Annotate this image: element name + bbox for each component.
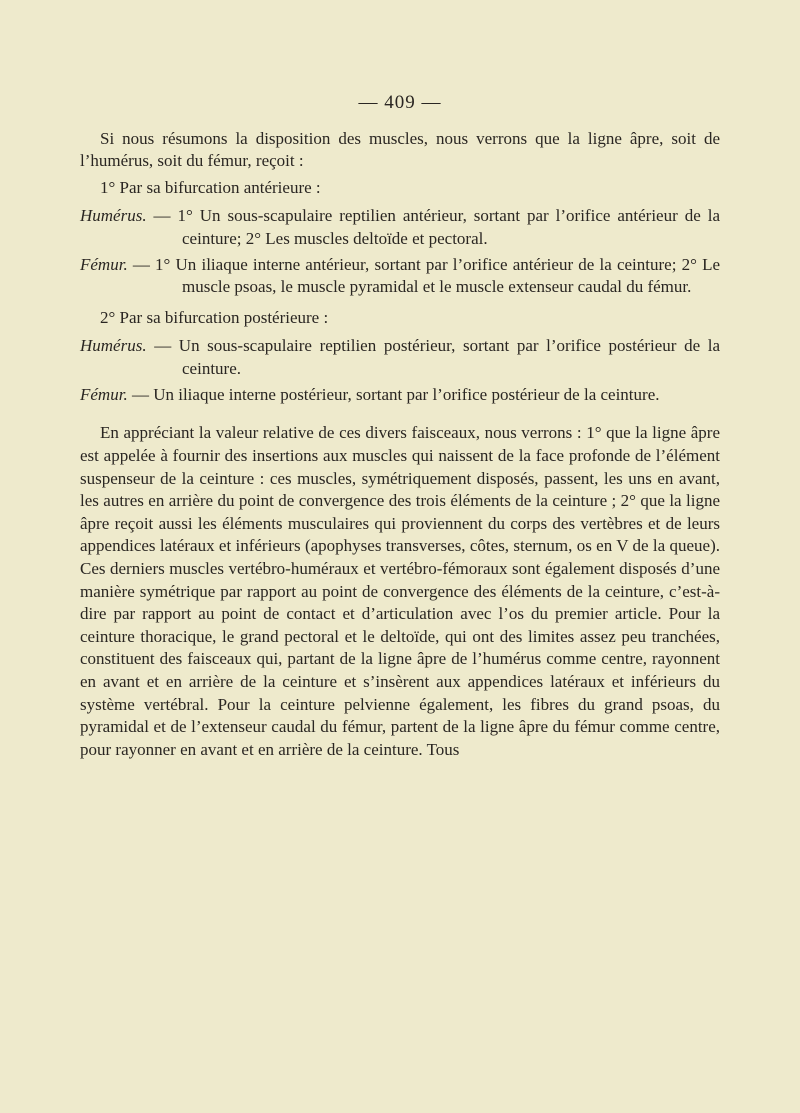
intro-paragraph: Si nous résumons la disposition des muscles, nous verrons que la ligne âpre, soit de l’humérus, soit du fémur, reçoit :: [80, 129, 720, 171]
posterior-humerus-text: — Un sous-scapulaire reptilien postérieur, sortant par l’orifice postérieur de la ceinture.: [146, 336, 720, 378]
posterior-femur-text: — Un iliaque interne postérieur, sortant par l’orifice postérieur de la ceinture.: [127, 385, 660, 405]
anterior-femur-entry: [80, 254, 720, 299]
anterior-humerus-term: Humérus.: [80, 206, 147, 226]
posterior-femur-entry: [80, 384, 720, 406]
posterior-femur-term: Fémur.: [80, 385, 128, 405]
posterior-humerus-term: Humérus.: [80, 336, 147, 356]
page-number: — 409 —: [358, 92, 442, 113]
anterior-heading: 1° Par sa bifurcation antérieure :: [100, 177, 321, 197]
anterior-femur-term: Fémur.: [80, 255, 128, 275]
posterior-humerus-entry: [80, 335, 720, 380]
body-paragraph: En appréciant la valeur relative de ces divers faisceaux, nous verrons : 1° que la ligne âpre est appelée à fournir des insertions aux muscles qui naissent de la face profonde de l’élément suspenseur de la ceinture : ces muscles, symétriquement disposés, passent, les uns en avant, les autres en arrière du point de convergence des trois éléments de la ceinture ; 2° que la ligne âpre reçoit aussi les éléments musculaires qui proviennent du corps des vertèbres et de leurs appendices latéraux et inférieurs (apophyses transverses, côtes, sternum, os en V de la queue). Ces derniers muscles vertébro-huméraux et vertébro-fémoraux sont également disposés d’une manière symétrique par rapport au point de convergence des éléments de la ceinture, c’est-à-dire par rapport au point de contact et d’articulation avec l’os du premier article. Pour la ceinture thoracique, le grand pectoral et le deltoïde, qui ont des limites assez peu tranchées, constituent des faisceaux qui, partant de la ligne âpre de l’humérus comme centre, rayonnent en avant et en arrière de la ceinture et s’insèrent aux appendices latéraux et inférieurs du système vertébral. Pour la ceinture pelvienne également, les fibres du grand psoas, du pyramidal et de l’extenseur caudal du fémur, partent de la ligne âpre du fémur comme centre, pour rayonner en avant et en arrière de la ceinture. Tous: [80, 423, 720, 759]
anterior-humerus-entry: [80, 205, 720, 250]
posterior-heading: 2° Par sa bifurcation postérieure :: [100, 307, 329, 327]
anterior-femur-text: — 1° Un iliaque interne antérieur, sortant par l’orifice antérieur de la ceinture; 2° Le muscle psoas, le muscle pyramidal et le muscle extenseur caudal du fémur.: [127, 255, 720, 297]
anterior-humerus-text: — 1° Un sous-scapulaire reptilien antérieur, sortant par l’orifice antérieur de la ceinture; 2° Les muscles deltoïde et pectoral.: [146, 206, 720, 248]
page-content: [80, 128, 720, 761]
